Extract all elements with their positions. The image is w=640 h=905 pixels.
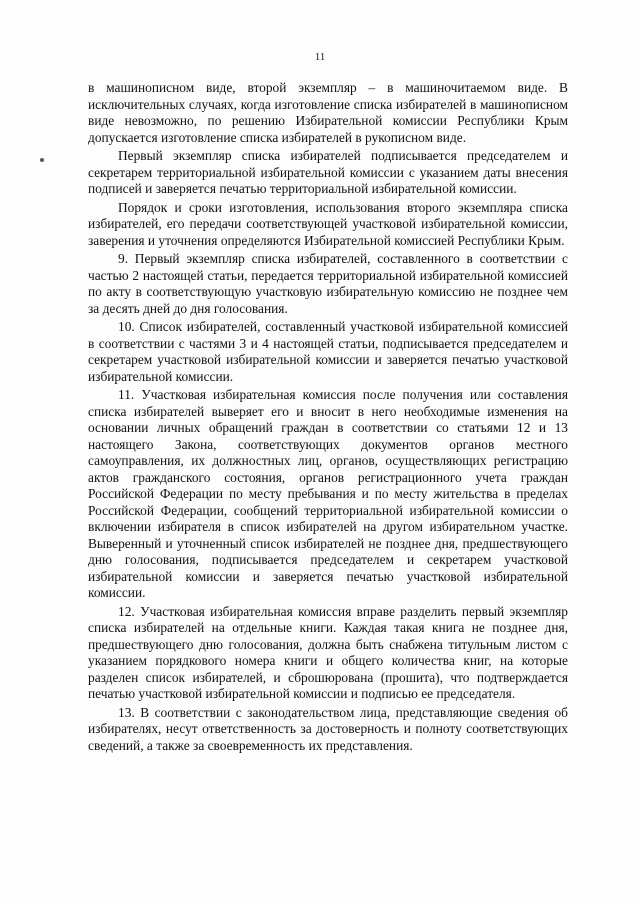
paragraph: Первый экземпляр списка избирателей подписывается председателем и секретарем территориальной избирательной комиссии с указанием даты внесения подписей и заверяется печатью территориальной избирательной комиссии. [88,148,568,196]
paragraph-item-13: 13. В соответствии с законодательством лица, представляющие сведения об избирателях, несут ответственность за достоверность и полноту соответствующих сведений, а также за своевременность их представления. [88,704,568,753]
paragraph-item-12: 12. Участковая избирательная комиссия вправе разделить первый экземпляр списка избирателей на отдельные книги. Каждая такая книга не позднее дня, предшествующего дню голосования, должна быть снабжена титульным листом с указанием порядкового номера книги и общего количества книг, на которые разделен список избирателей, и сброшюрована (прошита), что подтверждается печатью участковой избирательной комиссии и подписью ее председателя. [88,603,568,701]
paragraph: в машинописном виде, второй экземпляр – в машиночитаемом виде. В исключительных случаях, когда изготовление списка избирателей в машинописном виде невозможно, по решению Избирательной комиссии Республики Крым допускается изготовление списка избирателей в рукописном виде. [88,80,568,145]
document-body [88,80,568,756]
page-number: 11 [314,51,326,63]
scan-speck [40,158,44,162]
paragraph-item-11: 11. Участковая избирательная комиссия после получения или составления списка избирателей выверяет его и вносит в него необходимые изменения на основании личных обращений граждан в соответствии со статьями 12 и 13 настоящего Закона, соответствующих документов органов местного самоуправления, их должностных лиц, органов, осуществляющих регистрацию актов гражданского состояния, органов регистрационного учета граждан Российской Федерации по месту пребывания и по месту жительства в пределах Российской Федерации, сообщений территориальной избирательной комиссии о включении избирателя в список избирателей на другом избирательном участке. Выверенный и уточненный список избирателей не позднее дня, предшествующего дню голосования, подписывается председателем и секретарем участковой избирательной комиссии и заверяется печатью участковой избирательной комиссии. [88,387,568,600]
paragraph-item-10: 10. Список избирателей, составленный участковой избирательной комиссией в соответствии с частями 3 и 4 настоящей статьи, подписывается председателем и секретарем участковой избирательной комиссии и заверяется печатью участковой избирательной комиссии. [88,319,568,384]
paragraph-item-9: 9. Первый экземпляр списка избирателей, составленного в соответствии с частью 2 настоящей статьи, передается территориальной избирательной комиссией по акту в соответствующую участковую избирательную комиссию не позднее чем за десять дней до дня голосования. [88,251,568,316]
paragraph: Порядок и сроки изготовления, использования второго экземпляра списка избирателей, его передачи соответствующей участковой избирательной комиссии, заверения и уточнения определяются Избирательной комиссией Республики Крым. [88,199,568,248]
